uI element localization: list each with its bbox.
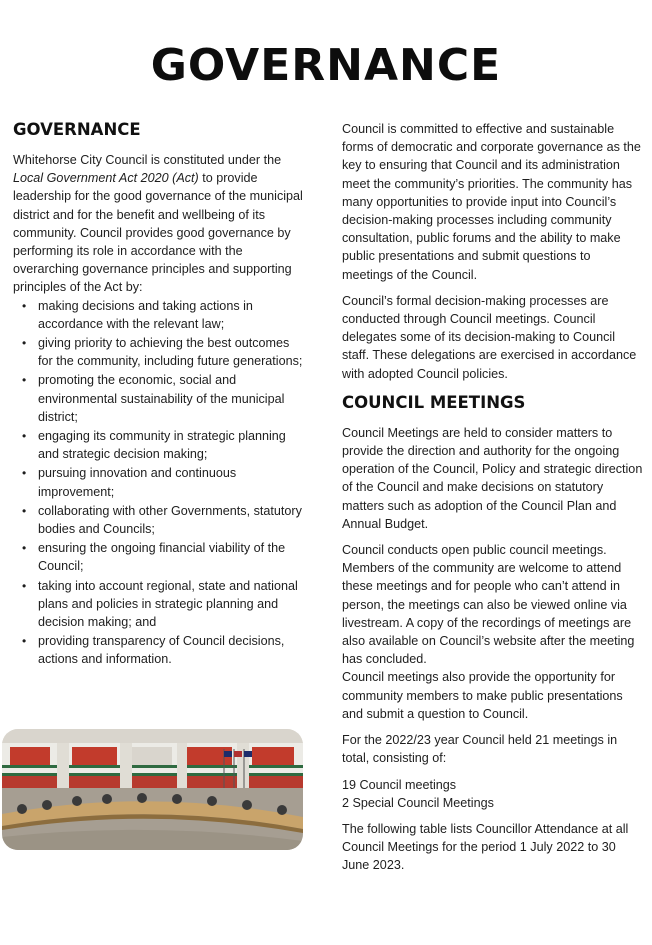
page-title: GOVERNANCE bbox=[150, 40, 502, 91]
council-meetings-count: 19 Council meetings bbox=[342, 777, 457, 792]
council-meetings-heading: COUNCIL MEETINGS bbox=[342, 392, 526, 412]
decision-paragraph: Council’s formal decision-making processes are conducted through Council meetings. Council delegates some of its decision-making to Council staff. These delegations are exercised in accordance with adopted Council policies. bbox=[342, 293, 637, 381]
governance-intro bbox=[13, 151, 303, 297]
commitment-paragraph: Council is committed to effective and sustainable forms of democratic and corporate governance as the key to ensuring that Council and its administration meet the community’s priorities. The community has many opportunities to provide input into Council’s decision-making processes including community consultation, public forums and the ability to make public presentations and submit questions to meetings of the Council. bbox=[342, 122, 641, 282]
bullet-icon: • bbox=[22, 373, 27, 388]
list-item-text: pursuing innovation and continuous improvement; bbox=[38, 466, 237, 499]
list-item bbox=[13, 371, 303, 426]
list-item-text: engaging its community in strategic planning and strategic decision making; bbox=[38, 429, 286, 462]
list-item-text: taking into account regional, state and national plans and policies in strategic planning and decision making; and bbox=[38, 578, 298, 630]
list-item bbox=[13, 464, 303, 500]
list-item-text: promoting the economic, social and environmental sustainability of the municipal district; bbox=[38, 373, 285, 424]
special-meetings-count: 2 Special Council Meetings bbox=[342, 795, 494, 810]
bullet-icon: • bbox=[22, 503, 27, 518]
bullet-icon: • bbox=[22, 634, 27, 649]
bullet-icon: • bbox=[22, 578, 27, 593]
list-item bbox=[13, 502, 303, 538]
governance-column bbox=[13, 120, 303, 670]
bullet-icon: • bbox=[22, 541, 27, 556]
list-item bbox=[13, 427, 303, 463]
attendance-table-intro: The following table lists Councillor Attendance at all Council Meetings for the period 1 July 2022 to 30 June 2023. bbox=[342, 821, 629, 873]
list-item bbox=[13, 297, 303, 333]
council-chamber-photo bbox=[2, 729, 303, 850]
list-item bbox=[13, 334, 303, 370]
list-item-text: providing transparency of Council decisions, actions and information. bbox=[38, 634, 285, 667]
list-item-text: ensuring the ongoing financial viability of the Council; bbox=[38, 541, 286, 574]
bullet-icon: • bbox=[22, 466, 27, 481]
list-item bbox=[13, 632, 303, 668]
intro-text-a: Whitehorse City Council is constituted under the bbox=[13, 153, 282, 167]
list-item-text: giving priority to achieving the best outcomes for the community, including future generations; bbox=[38, 336, 303, 369]
council-column bbox=[342, 120, 644, 883]
bullet-icon: • bbox=[22, 336, 27, 351]
presentations-paragraph: Council meetings also provide the opportunity for community members to make public presentations and submit a question to Council. bbox=[342, 670, 623, 721]
open-meetings-paragraph: Council conducts open public council meetings. Members of the community are welcome to attend these meetings and for people who can’t attend in person, the meetings can also be viewed online via livestream. A copy of the recordings of meetings are also available on Council’s website after the meeting has concluded. bbox=[342, 543, 635, 667]
meeting-count-paragraph: For the 2022/23 year Council held 21 meetings in total, consisting of: bbox=[342, 733, 618, 766]
list-item-text: making decisions and taking actions in accordance with the relevant law; bbox=[38, 298, 253, 331]
list-item bbox=[13, 577, 303, 632]
governance-heading: GOVERNANCE bbox=[13, 120, 141, 139]
intro-text-b: to provide leadership for the good governance of the municipal district and for the benefit and wellbeing of its community. Council provides good governance by performing its role in accordance with the overarching governance principles and supporting principles of the Act by: bbox=[13, 171, 303, 295]
list-item-text: collaborating with other Governments, statutory bodies and Councils; bbox=[38, 503, 302, 537]
principles-list bbox=[13, 297, 303, 669]
meetings-paragraph: Council Meetings are held to consider matters to provide the direction and authority for the ongoing operation of the Council, Policy and strategic direction of the Council and make decisions on statutory matters such as adoption of the Council Plan and Annual Budget. bbox=[342, 425, 643, 531]
list-item bbox=[13, 539, 303, 575]
bullet-icon: • bbox=[22, 429, 27, 444]
act-title: Local Government Act 2020 (Act) bbox=[13, 171, 199, 186]
bullet-icon: • bbox=[22, 298, 27, 313]
